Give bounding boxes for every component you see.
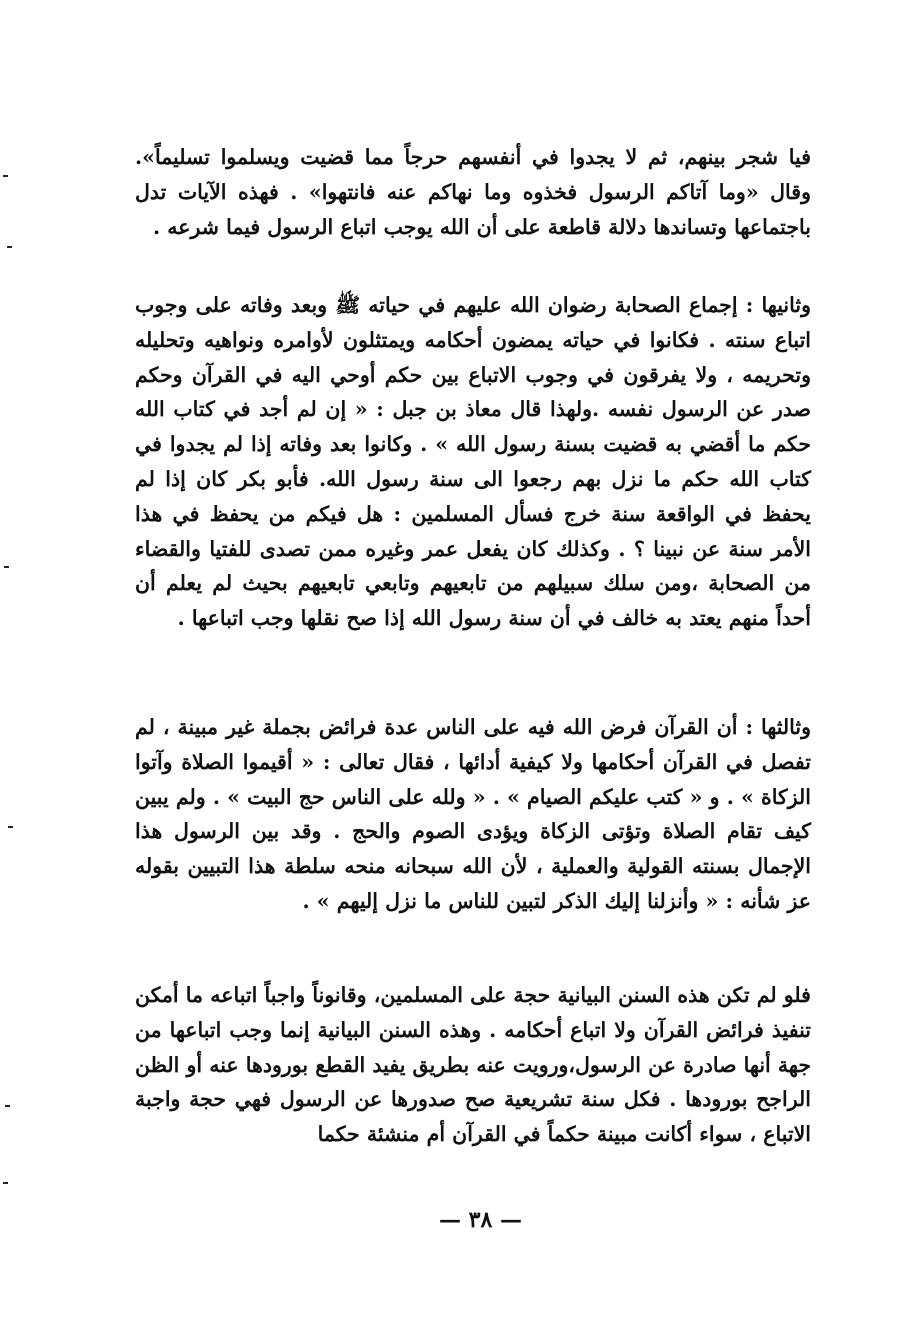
paragraph-conclusion: فلو لم تكن هذه السنن البيانية حجة على المسلمين، وقانوناً واجباً اتباعه ما أمكن تنفيذ فرائض القرآن ولا اتباع أحكامه . وهذه السنن البيانية إنما وجب اتباعها من جهة أنها صادرة عن الرسول،ورويت عنه بطريق يفيد القطع بورودها عنه أو الظن الراجح بورودها . فكل سنة تشريعية صح صدورها عن الرسول فهي حجة واجبة الاتباع ، سواء أكانت مبينة حكماً في القرآن أم منشئة حكما bbox=[135, 983, 811, 1147]
paragraph-third-evidence: وثالثها : أن القرآن فرض الله فيه على الناس عدة فرائض بجملة غير مبينة ، لم تفصل في القرآن أحكامها ولا كيفية أدائها ، فقال تعالى : « أقيموا الصلاة وآتوا الزكاة » . و « كتب عليكم الصيام » . « ولله على الناس حج البيت » . ولم يبين كيف تقام الصلاة وتؤتى الزكاة ويؤدى الصوم والحج . وقد بين الرسول هذا الإجمال بسنته القولية والعملية ، لأن الله سبحانه منحه سلطة هذا التبيين بقوله عز شأنه : « وأنزلنا إليك الذكر لتبين للناس ما نزل إليهم » . bbox=[135, 715, 811, 913]
scan-edge-mark bbox=[8, 826, 13, 828]
scan-edge-mark bbox=[3, 1182, 8, 1184]
paragraph-second-evidence: وثانيها : إجماع الصحابة رضوان الله عليهم في حياته ﷺ وبعد وفاته على وجوب اتباع سنته . فكانوا في حياته يمضون أحكامه ويمتثلون لأوامره ونواهيه وتحليله وتحريمه ، ولا يفرقون في وجوب الاتباع بين حكم أوحي اليه في القرآن وحكم صدر عن الرسول نفسه .ولهذا قال معاذ بن جبل : « إن لم أجد في كتاب الله حكم ما أقضي به قضيت بسنة رسول الله » . وكانوا بعد وفاته إذا لم يجدوا في كتاب الله حكم ما نزل بهم رجعوا الى سنة رسول الله. فأبو بكر كان إذا لم يحفظ في الواقعة سنة خرج فسأل المسلمين : هل فيكم من يحفظ في هذا الأمر سنة عن نبينا ؟ . وكذلك كان يفعل عمر وغيره ممن تصدى للفتيا والقضاء من الصحابة ،ومن سلك سبيلهم من تابعيهم وتابعي تابعيهم بحيث لم يعلم أن أحداً منهم يعتد به خالف في أن سنة رسول الله إذا صح نقلها وجب اتباعها . bbox=[135, 293, 811, 631]
scan-edge-mark bbox=[4, 566, 9, 568]
page-number: — ٣٨ — bbox=[439, 1207, 522, 1233]
scan-edge-mark bbox=[3, 175, 8, 177]
scan-edge-mark bbox=[7, 246, 12, 248]
paragraph-continuation: فيا شجر بينهم، ثم لا يجدوا في أنفسهم حرجاً مما قضيت ويسلموا تسليماً». وقال «وما آتاكم الرسول فخذوه وما نهاكم عنه فانتهوا» . فهذه الآيات تدل باجتماعها وتساندها دلالة قاطعة على أن الله يوجب اتباع الرسول فيما شرعه . bbox=[135, 145, 811, 239]
scan-edge-mark bbox=[5, 1105, 10, 1107]
